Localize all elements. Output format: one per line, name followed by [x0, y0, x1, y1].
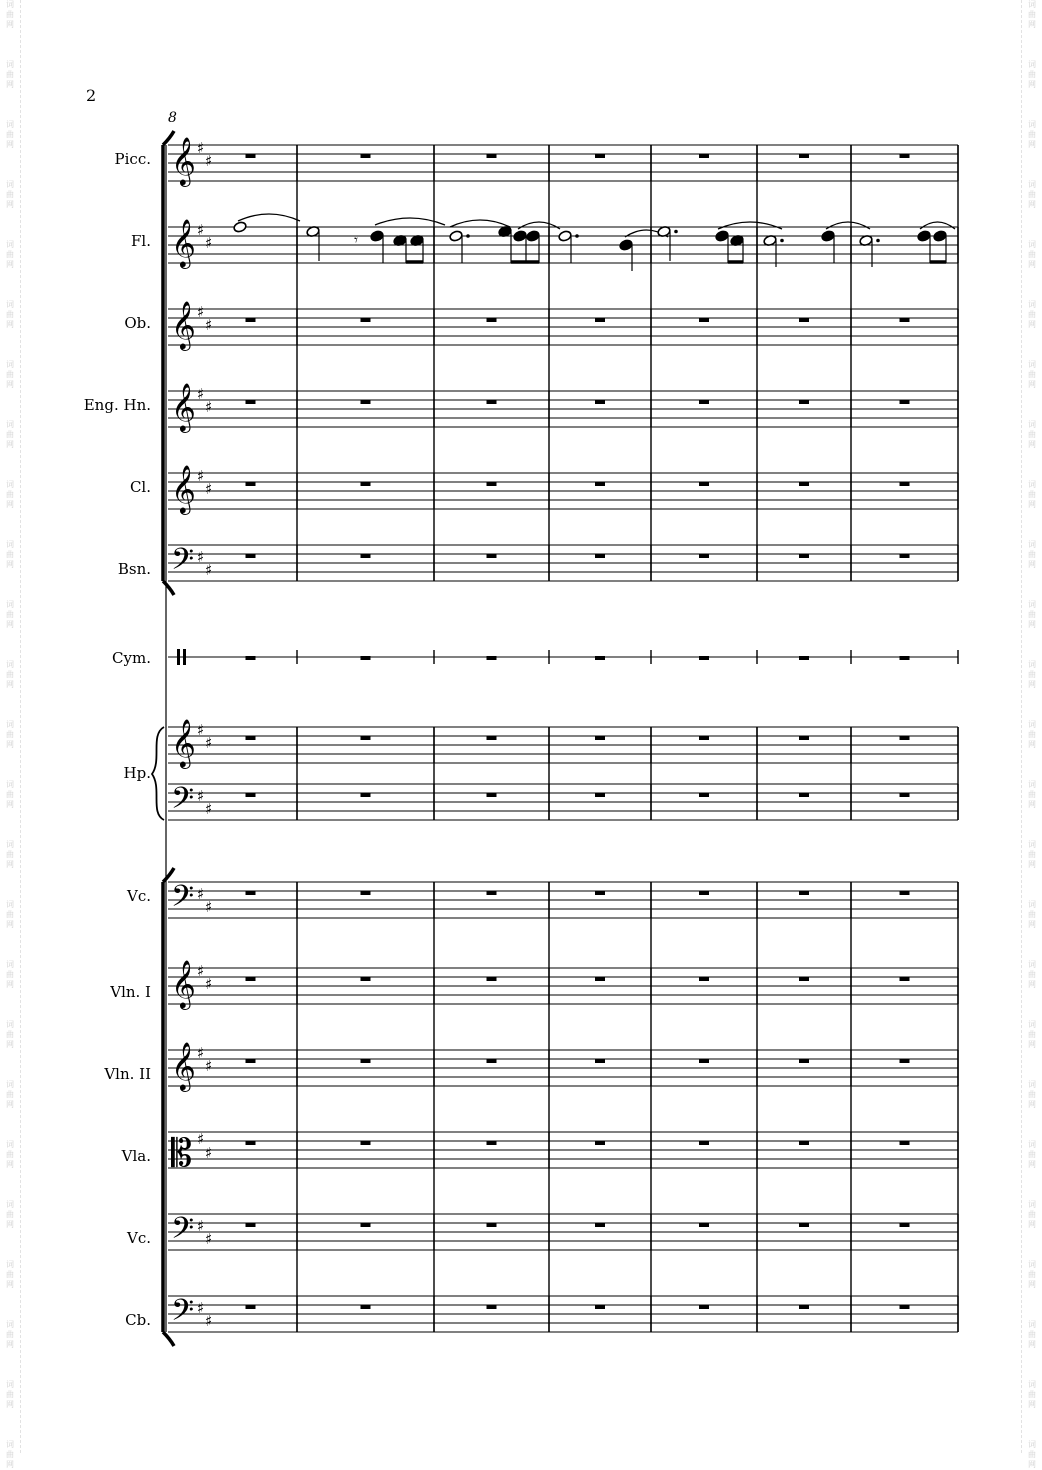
treble-clef-icon: 𝄞	[171, 218, 196, 267]
whole-rest	[900, 554, 910, 558]
whole-rest	[799, 1223, 809, 1227]
instrument-label-bsn: Bsn.	[117, 560, 151, 578]
dot	[780, 239, 784, 243]
whole-rest	[699, 318, 709, 322]
whole-rest	[900, 891, 910, 895]
whole-rest	[900, 154, 910, 158]
watermark-mark: 词 曲 网	[1028, 0, 1036, 29]
whole-rest	[900, 977, 910, 981]
whole-rest	[487, 656, 497, 660]
whole-rest	[487, 1059, 497, 1063]
string-bracket	[163, 868, 174, 1346]
sharp-icon: ♯	[197, 548, 205, 566]
note-head	[619, 239, 633, 251]
watermark-mark: 词 曲 网	[6, 660, 14, 689]
watermark-mark: 词 曲 网	[1028, 600, 1036, 629]
whole-rest	[487, 482, 497, 486]
watermark-mark: 词 曲 网	[1028, 1080, 1036, 1109]
whole-rest	[246, 1223, 256, 1227]
whole-rest	[799, 318, 809, 322]
sharp-icon: ♯	[205, 1144, 213, 1162]
watermark-mark: 词 曲 网	[1028, 720, 1036, 749]
staff-picc	[168, 145, 958, 181]
whole-rest	[595, 1223, 605, 1227]
watermark-mark: 词 曲 网	[6, 300, 14, 329]
note-head	[933, 230, 947, 242]
whole-rest	[799, 736, 809, 740]
sharp-icon: ♯	[205, 480, 213, 498]
percussion-clef-icon	[183, 649, 186, 665]
whole-rest	[900, 482, 910, 486]
sharp-icon: ♯	[205, 1230, 213, 1248]
whole-rest	[487, 554, 497, 558]
whole-rest	[799, 554, 809, 558]
whole-rest	[799, 656, 809, 660]
percussion-clef-icon	[177, 649, 180, 665]
whole-rest	[900, 656, 910, 660]
whole-rest	[699, 891, 709, 895]
sharp-icon: ♯	[205, 975, 213, 993]
whole-rest	[699, 1305, 709, 1309]
watermark-mark: 词 曲 网	[6, 600, 14, 629]
whole-rest	[595, 1141, 605, 1145]
watermark-mark: 词 曲 网	[1028, 660, 1036, 689]
staff-hp-bass	[168, 784, 958, 820]
slur	[920, 222, 955, 229]
watermark-mark: 词 曲 网	[1028, 840, 1036, 869]
whole-rest	[699, 1141, 709, 1145]
whole-rest	[900, 1223, 910, 1227]
whole-rest	[595, 1059, 605, 1063]
whole-rest	[799, 1059, 809, 1063]
whole-rest	[799, 400, 809, 404]
sharp-icon: ♯	[197, 303, 205, 321]
measure-number: 8	[168, 110, 177, 126]
whole-rest	[246, 793, 256, 797]
watermark-mark: 词 曲 网	[6, 1260, 14, 1289]
whole-rest	[246, 154, 256, 158]
watermark-mark: 词 曲 网	[6, 1140, 14, 1169]
whole-rest	[487, 1305, 497, 1309]
watermark-mark: 词 曲 网	[1028, 300, 1036, 329]
whole-rest	[487, 154, 497, 158]
watermark-mark: 词 曲 网	[6, 1320, 14, 1349]
watermark-mark: 词 曲 网	[1028, 480, 1036, 509]
treble-clef-icon: 𝄞	[171, 464, 196, 513]
sharp-icon: ♯	[205, 561, 213, 579]
whole-rest	[246, 1059, 256, 1063]
sharp-icon: ♯	[205, 398, 213, 416]
whole-rest	[595, 318, 605, 322]
bass-clef-icon: 𝄢	[171, 782, 195, 823]
whole-rest	[595, 400, 605, 404]
staff-cym	[168, 649, 958, 665]
whole-rest	[361, 977, 371, 981]
whole-rest	[699, 554, 709, 558]
sharp-icon: ♯	[205, 152, 213, 170]
watermark-mark: 词 曲 网	[6, 1020, 14, 1049]
sharp-icon: ♯	[205, 898, 213, 916]
note-head	[715, 230, 729, 242]
watermark-mark: 词 曲 网	[6, 720, 14, 749]
dot	[466, 234, 470, 238]
whole-rest	[246, 977, 256, 981]
instrument-label-hp: Hp.	[123, 764, 151, 782]
instrument-label-cl: Cl.	[129, 478, 151, 496]
whole-rest	[361, 793, 371, 797]
watermark-mark: 词 曲 网	[1028, 120, 1036, 149]
watermark-mark: 词 曲 网	[6, 1080, 14, 1109]
whole-rest	[595, 656, 605, 660]
sharp-icon: ♯	[205, 316, 213, 334]
watermark-mark: 词 曲 网	[6, 0, 14, 29]
sharp-icon: ♯	[197, 962, 205, 980]
whole-rest	[799, 891, 809, 895]
staff-hp-treble	[168, 727, 958, 763]
slur	[718, 222, 782, 229]
watermark-mark: 词 曲 网	[1028, 1020, 1036, 1049]
whole-rest	[361, 1141, 371, 1145]
whole-rest	[246, 891, 256, 895]
watermark-mark: 词 曲 网	[6, 960, 14, 989]
watermark-mark: 词 曲 网	[6, 420, 14, 449]
watermark-mark: 词 曲 网	[6, 480, 14, 509]
watermark-mark: 词 曲 网	[6, 120, 14, 149]
sharp-icon: ♯	[205, 234, 213, 252]
watermark-mark: 词 曲 网	[1028, 240, 1036, 269]
whole-rest	[361, 736, 371, 740]
whole-rest	[595, 977, 605, 981]
watermark-mark: 词 曲 网	[1028, 420, 1036, 449]
whole-rest	[487, 318, 497, 322]
bass-clef-icon: 𝄢	[171, 543, 195, 584]
instrument-label-cym: Cym.	[112, 649, 151, 667]
whole-rest	[246, 656, 256, 660]
watermark-mark: 词 曲 网	[1028, 1320, 1036, 1349]
note-head	[513, 230, 527, 242]
whole-rest	[799, 154, 809, 158]
whole-rest	[246, 482, 256, 486]
sharp-icon: ♯	[197, 221, 205, 239]
whole-rest	[361, 318, 371, 322]
whole-rest	[595, 482, 605, 486]
staff-bsn	[168, 545, 958, 581]
woodwind-bracket	[163, 131, 174, 595]
whole-rest	[699, 1059, 709, 1063]
whole-rest	[361, 400, 371, 404]
whole-rest	[361, 1223, 371, 1227]
instrument-label-cb: Cb.	[125, 1311, 151, 1329]
bass-clef-icon: 𝄢	[171, 1212, 195, 1253]
slur	[518, 222, 560, 229]
sharp-icon: ♯	[197, 1044, 205, 1062]
whole-rest	[699, 656, 709, 660]
instrument-label-vc1: Vc.	[126, 887, 151, 905]
watermark-mark: 词 曲 网	[1028, 780, 1036, 809]
whole-rest	[487, 793, 497, 797]
instrument-label-enghn: Eng. Hn.	[83, 396, 151, 414]
watermark-mark: 词 曲 网	[6, 1440, 14, 1469]
staff-enghn	[168, 391, 958, 427]
sharp-icon: ♯	[197, 721, 205, 739]
whole-rest	[799, 793, 809, 797]
page-number: 2	[86, 86, 97, 105]
note-head	[821, 230, 835, 242]
instrument-label-fl: Fl.	[131, 232, 151, 250]
whole-rest	[246, 1305, 256, 1309]
watermark-mark: 词 曲 网	[1028, 360, 1036, 389]
eighth-rest-icon: 𝄾	[354, 231, 358, 249]
staff-vc1	[168, 882, 958, 918]
treble-clef-icon: 𝄞	[171, 1041, 196, 1090]
treble-clef-icon: 𝄞	[171, 959, 196, 1008]
whole-rest	[246, 400, 256, 404]
sharp-icon: ♯	[197, 467, 205, 485]
watermark-mark: 词 曲 网	[1028, 60, 1036, 89]
whole-rest	[699, 400, 709, 404]
dot	[876, 239, 880, 243]
staff-vln2	[168, 1050, 958, 1086]
bass-clef-icon: 𝄢	[171, 1294, 195, 1335]
staff-vln1	[168, 968, 958, 1004]
treble-clef-icon: 𝄞	[171, 382, 196, 431]
watermark-mark: 词 曲 网	[1028, 900, 1036, 929]
whole-rest	[361, 891, 371, 895]
whole-note	[233, 221, 247, 233]
staff-vla	[168, 1132, 958, 1168]
watermark-mark: 词 曲 网	[1028, 540, 1036, 569]
note-head	[449, 230, 463, 242]
whole-rest	[361, 154, 371, 158]
sharp-icon: ♯	[197, 787, 205, 805]
dot	[674, 230, 678, 234]
sharp-icon: ♯	[197, 1217, 205, 1235]
watermark-mark: 词 曲 网	[6, 900, 14, 929]
whole-rest	[699, 736, 709, 740]
instrument-label-vla: Vla.	[121, 1147, 151, 1165]
whole-rest	[699, 1223, 709, 1227]
whole-rest	[595, 1305, 605, 1309]
watermark-mark: 词 曲 网	[6, 840, 14, 869]
whole-rest	[361, 554, 371, 558]
alto-clef-icon: 𝄡	[171, 1131, 193, 1175]
whole-rest	[900, 1305, 910, 1309]
sharp-icon: ♯	[197, 139, 205, 157]
whole-rest	[900, 1141, 910, 1145]
staff-cl	[168, 473, 958, 509]
instrument-label-picc: Picc.	[114, 150, 151, 168]
bass-clef-icon: 𝄢	[171, 880, 195, 921]
whole-rest	[246, 736, 256, 740]
harp-brace	[152, 727, 164, 820]
whole-rest	[361, 656, 371, 660]
instrument-label-ob: Ob.	[124, 314, 151, 332]
watermark-mark: 词 曲 网	[6, 360, 14, 389]
whole-rest	[246, 318, 256, 322]
whole-rest	[595, 891, 605, 895]
note-head	[370, 230, 384, 242]
whole-rest	[361, 482, 371, 486]
note-head	[917, 230, 931, 242]
watermark-mark: 词 曲 网	[1028, 1140, 1036, 1169]
slur	[450, 220, 510, 227]
treble-clef-icon: 𝄞	[171, 300, 196, 349]
whole-rest	[595, 793, 605, 797]
note-head	[558, 230, 572, 242]
whole-rest	[799, 1305, 809, 1309]
whole-rest	[900, 318, 910, 322]
sharp-icon: ♯	[205, 800, 213, 818]
staff-vc2	[168, 1214, 958, 1250]
instrument-label-vln2: Vln. II	[104, 1065, 151, 1083]
sharp-icon: ♯	[197, 385, 205, 403]
whole-rest	[799, 1141, 809, 1145]
staff-cb	[168, 1296, 958, 1332]
whole-rest	[595, 736, 605, 740]
whole-rest	[900, 793, 910, 797]
watermark-mark: 词 曲 网	[6, 1200, 14, 1229]
sharp-icon: ♯	[197, 885, 205, 903]
watermark-mark: 词 曲 网	[6, 540, 14, 569]
sharp-icon: ♯	[205, 1057, 213, 1075]
whole-rest	[361, 1059, 371, 1063]
watermark-mark: 词 曲 网	[6, 1380, 14, 1409]
sharp-icon: ♯	[205, 1312, 213, 1330]
treble-clef-icon: 𝄞	[171, 718, 196, 767]
whole-rest	[487, 1223, 497, 1227]
whole-rest	[246, 554, 256, 558]
watermark-mark: 词 曲 网	[1028, 1380, 1036, 1409]
watermark-mark: 词 曲 网	[1028, 1200, 1036, 1229]
whole-rest	[487, 1141, 497, 1145]
whole-rest	[487, 891, 497, 895]
whole-rest	[699, 977, 709, 981]
watermark-mark: 词 曲 网	[1028, 960, 1036, 989]
sharp-icon: ♯	[197, 1130, 205, 1148]
whole-rest	[595, 554, 605, 558]
watermark-mark: 词 曲 网	[6, 180, 14, 209]
whole-rest	[699, 154, 709, 158]
slur	[826, 222, 870, 229]
watermark-mark: 词 曲 网	[6, 780, 14, 809]
whole-rest	[799, 977, 809, 981]
instrument-label-vln1: Vln. I	[110, 983, 151, 1001]
whole-rest	[699, 793, 709, 797]
watermark-mark: 词 曲 网	[6, 60, 14, 89]
whole-rest	[595, 154, 605, 158]
whole-rest	[699, 482, 709, 486]
whole-rest	[487, 736, 497, 740]
whole-rest	[900, 736, 910, 740]
staff-ob	[168, 309, 958, 345]
treble-clef-icon: 𝄞	[171, 136, 196, 185]
dot	[575, 234, 579, 238]
whole-rest	[900, 400, 910, 404]
whole-rest	[361, 1305, 371, 1309]
whole-rest	[487, 400, 497, 404]
sharp-icon: ♯	[205, 734, 213, 752]
instrument-label-vc2: Vc.	[126, 1229, 151, 1247]
note-head	[526, 230, 540, 242]
whole-rest	[246, 1141, 256, 1145]
watermark-mark: 词 曲 网	[1028, 180, 1036, 209]
watermark-mark: 词 曲 网	[1028, 1440, 1036, 1469]
whole-rest	[487, 977, 497, 981]
watermark-mark: 词 曲 网	[1028, 1260, 1036, 1289]
slur	[238, 214, 300, 221]
whole-rest	[799, 482, 809, 486]
sharp-icon: ♯	[197, 1299, 205, 1317]
whole-rest	[900, 1059, 910, 1063]
watermark-mark: 词 曲 网	[6, 240, 14, 269]
